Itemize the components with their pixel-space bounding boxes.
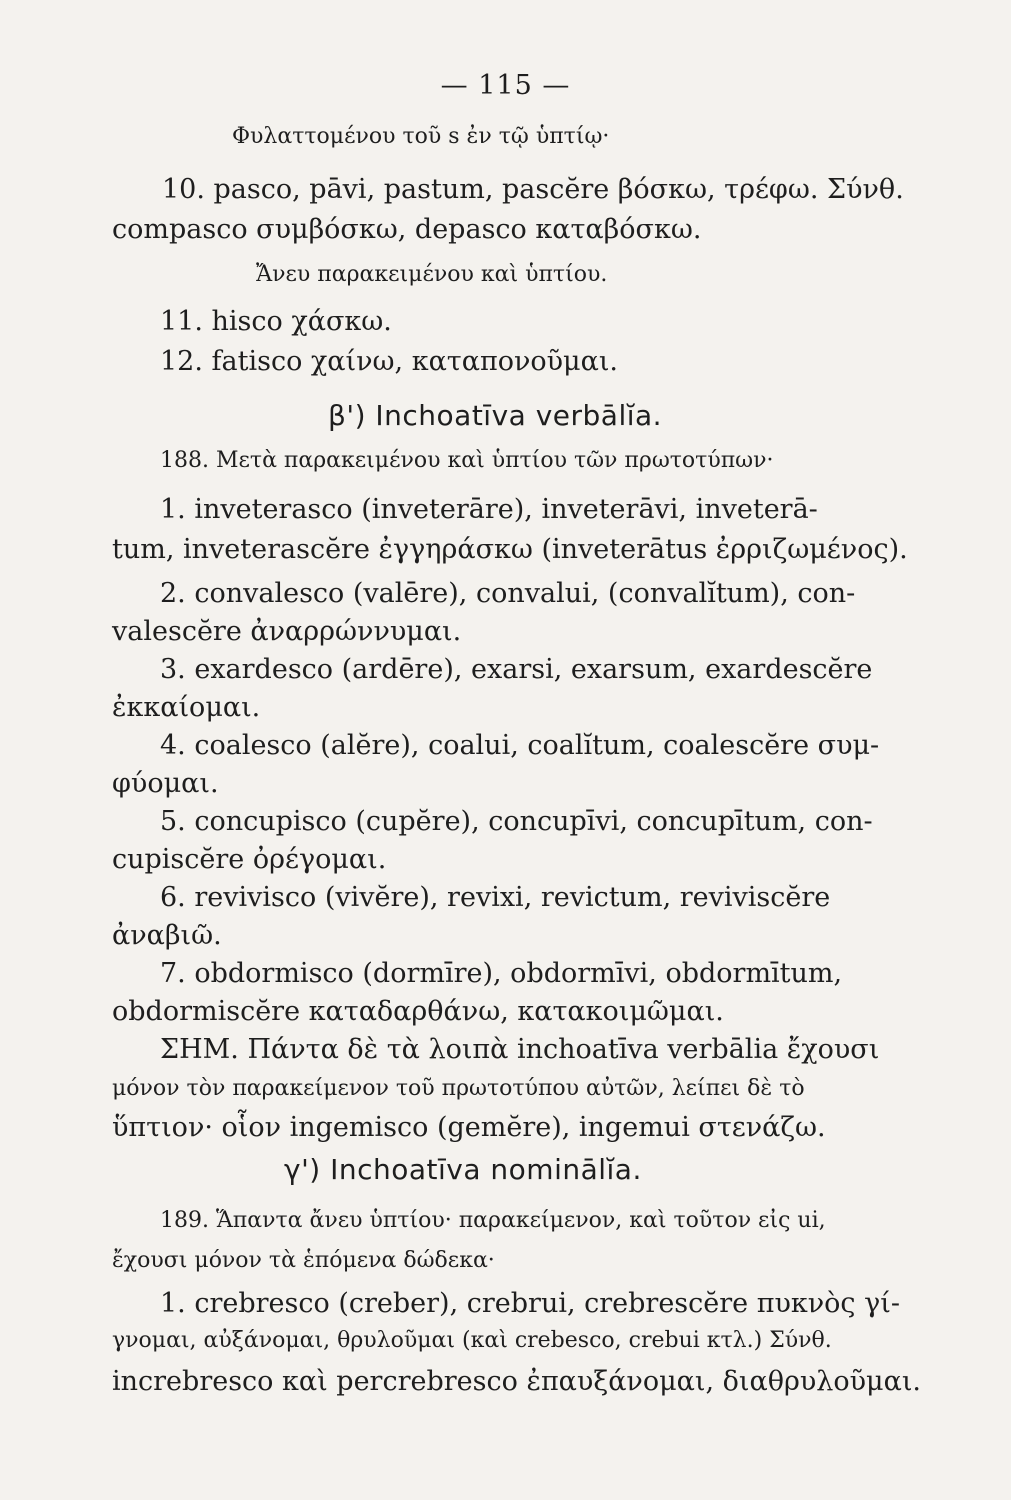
- text-line: 188. Μετὰ παρακειμένου καὶ ὑπτίου τῶν πρωτοτύπων·: [160, 448, 774, 473]
- text-line: ἐκκαίομαι.: [112, 692, 261, 723]
- text-line: 10. pasco, pāvi, pastum, pascĕre βόσκω, τρέφω. Σύνθ.: [162, 174, 904, 205]
- text-line: 1. crebresco (creber), crebrui, crebrescĕre πυκνὸς γί-: [160, 1288, 900, 1319]
- text-line: tum, inveterascĕre ἐγγηράσκω (inveterātus ἐρριζωμένος).: [112, 534, 908, 565]
- text-line: 6. revivisco (vivĕre), revixi, revictum, reviviscĕre: [160, 882, 831, 913]
- text-line: cupiscĕre ὀρέγομαι.: [112, 844, 387, 875]
- text-line: ἀναβιῶ.: [112, 920, 222, 951]
- text-line: obdormiscĕre καταδαρθάνω, κατακοιμῶμαι.: [112, 996, 724, 1027]
- text-line: ἔχουσι μόνον τὰ ἑπόμενα δώδεκα·: [112, 1248, 495, 1273]
- text-line: compasco συμβόσκω, depasco καταβόσκω.: [112, 214, 702, 245]
- text-line: 7. obdormisco (dormīre), obdormīvi, obdormītum,: [160, 958, 843, 989]
- page-number: — 115 —: [440, 70, 571, 101]
- text-line: ὕπτιον· οἷον ingemisco (gemĕre), ingemui στενάζω.: [112, 1112, 826, 1143]
- text-line: Ἄνευ παρακειμένου καὶ ὑπτίου.: [256, 262, 608, 287]
- section-heading: γ') Inchoatīva nominālĭa.: [284, 1153, 642, 1186]
- text-line: 4. coalesco (alĕre), coalui, coalĭtum, coalescĕre συμ-: [160, 730, 880, 761]
- text-line: increbresco καὶ percrebresco ἐπαυξάνομαι, διαθρυλοῦμαι.: [112, 1366, 921, 1397]
- text-line: γνομαι, αὐξάνομαι, θρυλοῦμαι (καὶ crebesco, crebui κτλ.) Σύνθ.: [112, 1328, 832, 1353]
- section-heading: β') Inchoatīva verbālĭa.: [328, 399, 663, 432]
- text-line: Φυλαττομένου τοῦ s ἐν τῷ ὑπτίῳ·: [232, 124, 610, 149]
- text-line: μόνον τὸν παρακείμενον τοῦ πρωτοτύπου αὐτῶν, λείπει δὲ τὸ: [112, 1076, 805, 1101]
- text-line: φύομαι.: [112, 768, 219, 799]
- text-line: 12. fatisco χαίνω, καταπονοῦμαι.: [160, 346, 618, 377]
- text-line: 11. hisco χάσκω.: [160, 306, 392, 337]
- text-line: ΣΗΜ. Πάντα δὲ τὰ λοιπὰ inchoatīva verbālia ἔχουσι: [160, 1034, 880, 1065]
- text-line: 5. concupisco (cupĕre), concupīvi, concupītum, con-: [160, 806, 873, 837]
- text-line: 189. Ἅπαντα ἄνευ ὑπτίου· παρακείμενον, καὶ τοῦτον εἰς ui,: [160, 1208, 826, 1233]
- text-line: 1. inveterasco (inveterāre), inveterāvi, inveterā-: [160, 494, 818, 525]
- text-line: 3. exardesco (ardēre), exarsi, exarsum, exardescĕre: [160, 654, 873, 685]
- text-line: valescĕre ἀναρρώννυμαι.: [112, 616, 462, 647]
- text-line: 2. convalesco (valēre), convalui, (convalĭtum), con-: [160, 578, 856, 609]
